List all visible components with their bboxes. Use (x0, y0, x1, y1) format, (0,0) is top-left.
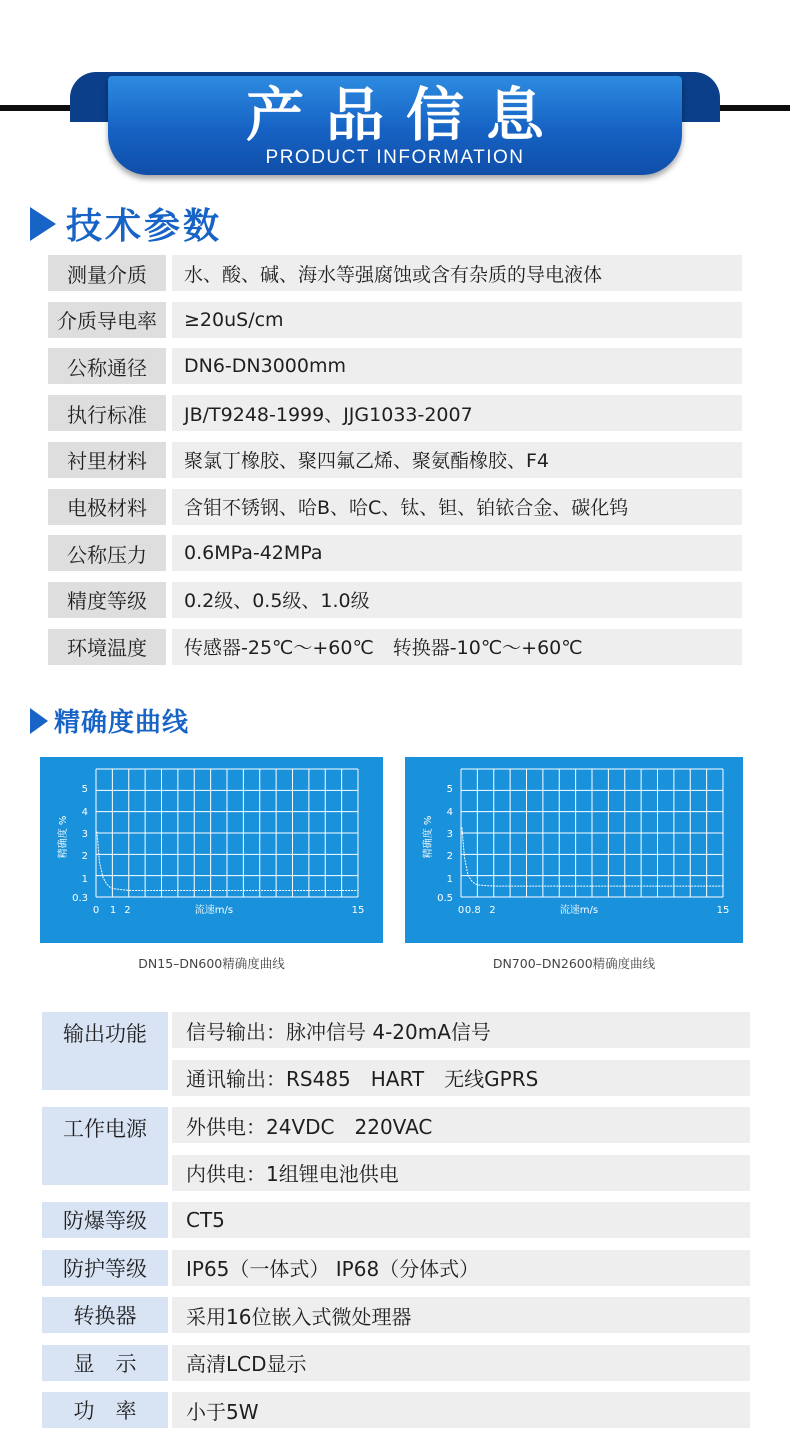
spec-value: 0.6MPa-42MPa (172, 535, 742, 571)
y-axis-label: 精确度 % (58, 815, 69, 859)
section-heading-tech-params (30, 198, 222, 249)
spec-label: 功 率 (42, 1392, 168, 1428)
spec-label: 公称压力 (48, 535, 166, 571)
spec-row (48, 302, 742, 338)
y-tick-label: 5 (81, 784, 88, 796)
spec-label: 防爆等级 (42, 1202, 168, 1238)
x-axis-label: 流速m/s (559, 905, 599, 916)
y-tick-label: 0.3 (72, 893, 88, 904)
spec-label: 介质导电率 (48, 302, 166, 338)
spec-value: DN6-DN3000mm (172, 348, 742, 384)
play-arrow-icon (30, 708, 48, 734)
y-tick-label: 3 (81, 829, 88, 840)
x-tick-label: 15 (716, 905, 730, 916)
spec-value: 通讯输出：RS485 HART 无线GPRS (172, 1060, 750, 1096)
x-axis-label: 流速m/s (194, 905, 234, 916)
spec-row (48, 489, 742, 525)
spec-value: JB/T9248-1999、JJG1033-2007 (172, 395, 742, 431)
section-title: 技术参数 (66, 206, 223, 247)
spec-label: 工作电源 (42, 1107, 168, 1185)
y-tick-label: 1 (81, 873, 88, 885)
y-tick-label: 1 (446, 873, 453, 885)
spec-value: 外供电：24VDC 220VAC (172, 1107, 750, 1143)
y-tick-label: 3 (446, 829, 453, 840)
spec-value: CT5 (172, 1202, 750, 1238)
spec-value: 水、酸、碱、海水等强腐蚀或含有杂质的导电液体 (172, 255, 742, 291)
accuracy-chart-2 (405, 757, 743, 943)
spec-label: 防护等级 (42, 1250, 168, 1286)
spec-row (48, 348, 742, 384)
spec-row (48, 582, 742, 618)
banner-title: 产品信息 (245, 81, 566, 149)
spec-label: 转换器 (42, 1297, 168, 1333)
section-title: 精确度曲线 (54, 708, 190, 738)
chart-caption: DN700–DN2600精确度曲线 (492, 956, 656, 971)
spec-value: 传感器-25℃～+60℃ 转换器-10℃～+60℃ (172, 629, 742, 665)
x-tick-label: 0 (92, 905, 100, 916)
y-tick-label: 2 (81, 850, 88, 862)
y-tick-label: 5 (446, 784, 453, 796)
chart-caption: DN15–DN600精确度曲线 (138, 956, 285, 971)
x-tick-label: 0.8 (464, 905, 481, 916)
x-tick-label: 15 (351, 905, 365, 916)
y-tick-label: 4 (446, 807, 453, 819)
x-tick-label: 2 (489, 905, 496, 916)
spec-value: 聚氯丁橡胶、聚四氟乙烯、聚氨酯橡胶、F4 (172, 442, 742, 478)
spec-value: IP65（一体式） IP68（分体式） (172, 1250, 750, 1286)
spec-value: ≥20uS/cm (172, 302, 742, 338)
spec-label: 公称通径 (48, 348, 166, 384)
spec-row (48, 535, 742, 571)
spec-value: 0.2级、0.5级、1.0级 (172, 582, 742, 618)
spec-value: 小于5W (172, 1392, 750, 1428)
accuracy-chart-1 (40, 757, 383, 943)
spec-value: 内供电：1组锂电池供电 (172, 1155, 750, 1191)
spec-label: 衬里材料 (48, 442, 166, 478)
spec-label: 精度等级 (48, 582, 166, 618)
chart-svg (405, 757, 743, 943)
y-tick-label: 4 (81, 807, 88, 819)
spec-label: 执行标准 (48, 395, 166, 431)
chart-svg (40, 757, 383, 943)
spec-row (48, 629, 742, 665)
x-tick-label: 1 (109, 905, 117, 916)
y-axis-label: 精确度 % (423, 815, 434, 859)
spec-row (48, 395, 742, 431)
x-tick-label: 0 (457, 905, 465, 916)
y-tick-label: 2 (446, 850, 453, 862)
spec-label: 电极材料 (48, 489, 166, 525)
spec-label: 环境温度 (48, 629, 166, 665)
spec-label: 测量介质 (48, 255, 166, 291)
x-tick-label: 2 (124, 905, 131, 916)
spec-label: 输出功能 (42, 1012, 168, 1090)
spec-label: 显 示 (42, 1345, 168, 1381)
spec-value: 高清LCD显示 (172, 1345, 750, 1381)
banner-subtitle: PRODUCT INFORMATION (265, 147, 525, 168)
spec-value: 信号输出：脉冲信号 4-20mA信号 (172, 1012, 750, 1048)
spec-value: 含钼不锈钢、哈B、哈C、钛、钽、铂铱合金、碳化钨 (172, 489, 742, 525)
section-heading-accuracy-curve (30, 702, 189, 739)
y-tick-label: 0.5 (437, 893, 453, 904)
spec-row (48, 442, 742, 478)
spec-value: 采用16位嵌入式微处理器 (172, 1297, 750, 1333)
spec-row (48, 255, 742, 291)
play-arrow-icon (30, 207, 56, 241)
